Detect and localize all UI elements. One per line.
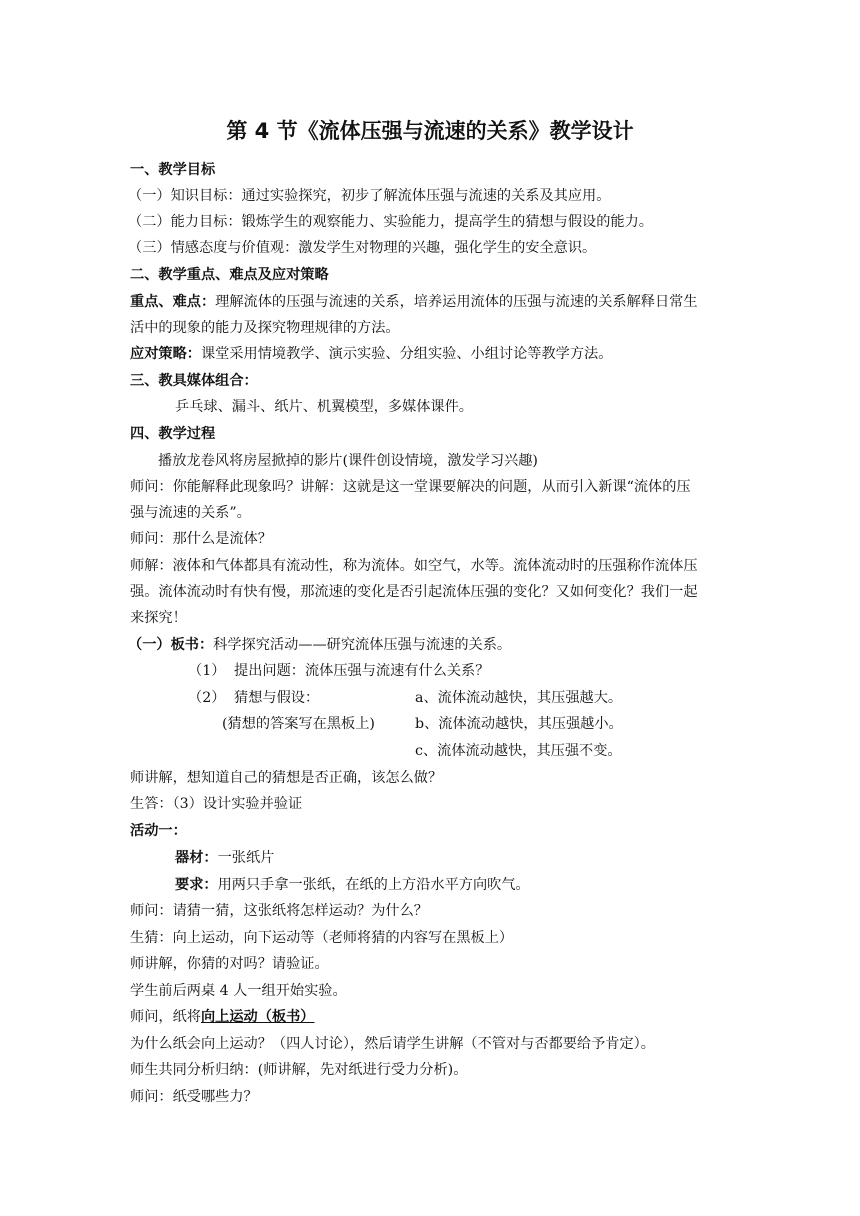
media-list: 乒乓球、漏斗、纸片、机翼模型，多媒体课件。 (175, 399, 473, 415)
objective-ability: （二）能力目标：锻炼学生的观察能力、实验能力，提高学生的猜想与假设的能力。 (128, 214, 653, 230)
answer-underlined: 向上运动（板书） (200, 1009, 315, 1025)
board-label: （一）板书： (128, 637, 214, 653)
keypoints-label: 重点、难点： (130, 294, 216, 310)
process-line (130, 1007, 314, 1027)
requirement-label: 要求： (175, 877, 218, 893)
materials-label: 器材： (175, 850, 218, 866)
process-line: 来探究！ (130, 610, 187, 626)
process-line: 生答：（3）设计实验并验证 (130, 796, 303, 812)
process-line: 师问：那什么是流体？ (130, 531, 272, 547)
process-intro: 播放龙卷风将房屋掀掉的影片(课件创设情境，激发学习兴趣) (158, 453, 538, 469)
process-line: 师问：你能解释此现象吗？讲解：这就是这一堂课要解决的问题，从而引入新课“流体的压 (130, 479, 691, 495)
guess-c: c、流体流动越快，其压强不变。 (415, 743, 622, 759)
strategy-text: 课堂采用情境教学、演示实验、分组实验、小组讨论等教学方法。 (200, 346, 613, 362)
section-heading-keypoints: 二、教学重点、难点及应对策略 (130, 267, 329, 283)
strategy-line (130, 344, 612, 364)
materials-line (175, 848, 274, 868)
process-line: 师解：液体和气体都具有流动性，称为流体。如空气，水等。流体流动时的压强称作流体压 (130, 558, 698, 574)
section-heading-objectives: 一、教学目标 (130, 162, 216, 178)
requirement-line (175, 875, 530, 895)
objective-attitude: （三）情感态度与价值观：激发学生对物理的兴趣，强化学生的安全意识。 (128, 240, 597, 256)
answer-prefix: 师问，纸将 (130, 1009, 201, 1025)
board-line (128, 635, 511, 655)
document-title: 第 4 节《流体压强与流速的关系》教学设计 (226, 119, 634, 143)
process-line: 为什么纸会向上运动？（四人讨论），然后请学生讲解（不管对与否都要给予肯定）。 (130, 1036, 655, 1052)
keypoints-line-1 (130, 292, 698, 312)
process-line: 师讲解，你猜的对吗？请验证。 (130, 956, 329, 972)
process-line: 师讲解，想知道自己的猜想是否正确，该怎么做？ (130, 770, 443, 786)
guess-b: b、流体流动越快，其压强越小。 (415, 716, 623, 732)
objective-knowledge: （一）知识目标：通过实验探究，初步了解流体压强与流速的关系及其应用。 (128, 188, 611, 204)
process-line: 师生共同分析归纳：(师讲解，先对纸进行受力分析)。 (130, 1062, 468, 1078)
keypoints-line-2: 活中的现象的能力及探究物理规律的方法。 (130, 320, 400, 336)
step-2-text: 猜想与假设： (234, 690, 320, 706)
section-heading-media: 三、教具媒体组合： (130, 373, 258, 389)
step-1-text: 提出问题：流体压强与流速有什么关系？ (234, 663, 490, 679)
guess-note: (猜想的答案写在黑板上) (222, 716, 375, 732)
process-line: 强与流速的关系”。 (130, 505, 251, 521)
activity-1-heading: 活动一： (130, 823, 187, 839)
process-line: 强。流体流动时有快有慢，那流速的变化是否引起流体压强的变化？又如何变化？我们一起 (130, 584, 698, 600)
keypoints-text: 理解流体的压强与流速的关系，培养运用流体的压强与流速的关系解释日常生 (215, 294, 698, 310)
guess-a: a、流体流动越快，其压强越大。 (415, 690, 623, 706)
board-text: 科学探究活动——研究流体压强与流速的关系。 (213, 637, 512, 653)
process-line: 师问：纸受哪些力？ (130, 1089, 258, 1105)
process-line: 师问：请猜一猜，这张纸将怎样运动？为什么？ (130, 903, 428, 919)
section-heading-process: 四、教学过程 (130, 426, 216, 442)
requirement-text: 用两只手拿一张纸，在纸的上方沿水平方向吹气。 (217, 877, 530, 893)
process-line: 生猜：向上运动，向下运动等（老师将猜的内容写在黑板上） (130, 930, 514, 946)
strategy-label: 应对策略： (130, 346, 201, 362)
materials-text: 一张纸片 (217, 850, 275, 866)
process-line: 学生前后两桌 4 人一组开始实验。 (130, 983, 347, 999)
step-1-number: （1） (188, 663, 226, 679)
step-2-number: （2） (188, 690, 226, 706)
